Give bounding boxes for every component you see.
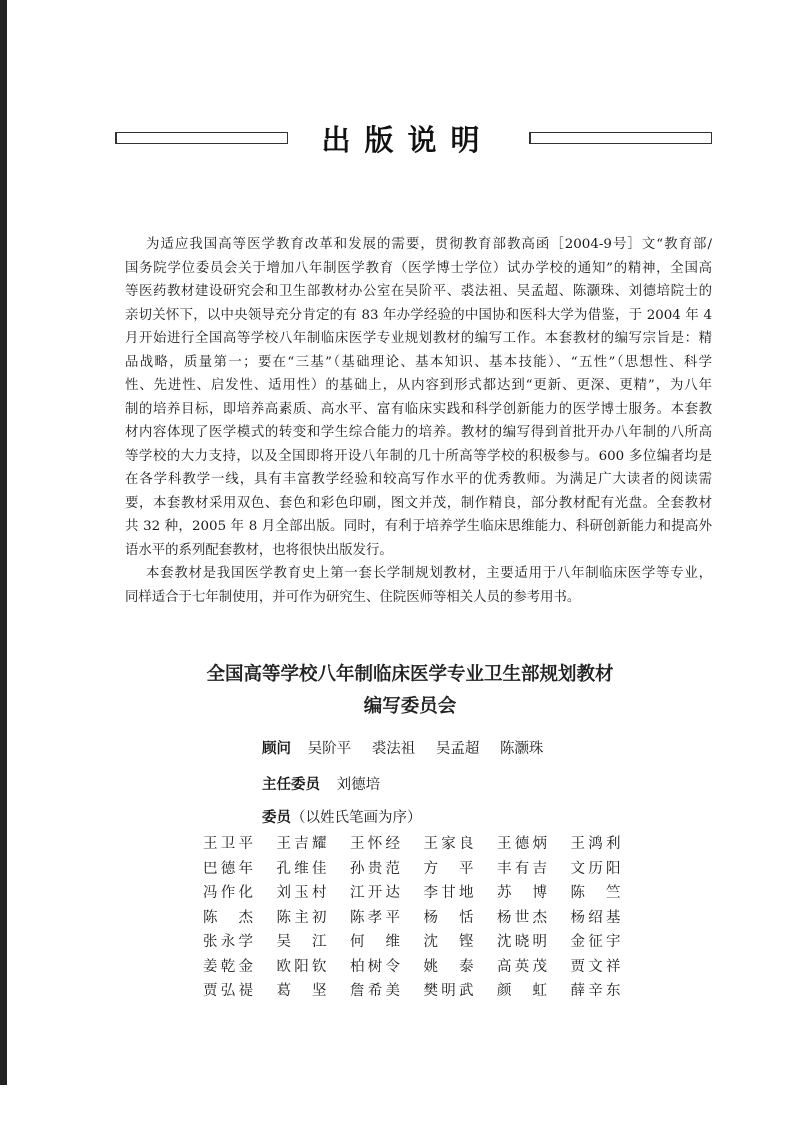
member-name: 江开达 (350, 885, 400, 901)
member-name: 陈杰 (203, 909, 253, 926)
member-name: 张永学 (203, 934, 253, 950)
scan-edge (0, 0, 7, 1085)
text-line: 本套教材是我国医学教育史上第一套长学制规划教材，主要适用于八年制临床医学等专业， (146, 566, 712, 581)
advisor-name: 裘法祖 (371, 741, 416, 757)
members-row (203, 881, 644, 906)
member-name: 王吉耀 (276, 836, 327, 852)
director-name: 刘德培 (336, 777, 381, 793)
members-row (203, 979, 644, 1004)
member-name: 文历阳 (570, 860, 621, 877)
member-name: 沈晓明 (497, 934, 547, 950)
text-line: 国务院学位委员会关于增加八年制医学教育（医学博士学位）试办学校的通知”的精神，全国高 (125, 260, 712, 276)
member-name: 杨恬 (423, 909, 474, 926)
members-row (203, 906, 644, 931)
title-banner (115, 122, 712, 156)
member-name: 冯作化 (203, 885, 253, 901)
member-name: 沈铿 (423, 934, 474, 950)
member-name: 欧阳钦 (276, 958, 327, 975)
member-name: 薛辛东 (570, 983, 621, 999)
advisor-name: 陈灏珠 (499, 741, 544, 757)
text-line: 为适应我国高等医学教育改革和发展的需要，贯彻教育部教高函［2004-9号］文“教育部/ (146, 237, 712, 252)
member-name: 王德炳 (497, 836, 547, 852)
member-name: 王怀经 (350, 836, 400, 852)
member-name: 巴德年 (203, 860, 253, 877)
members-row (203, 857, 644, 882)
text-line: 等学校的大力支持，以及全国即将开设八年制的几十所高等学校的积极参与。600 多位编者均是 (125, 448, 712, 464)
member-name: 高英茂 (497, 958, 547, 975)
member-name: 刘玉村 (276, 885, 327, 901)
member-name: 詹希美 (350, 983, 400, 999)
publication-notes (125, 233, 712, 609)
member-name: 姚泰 (423, 958, 474, 975)
text-line: 同样适合于七年制使用，并可作为研究生、住院医师等相关人员的参考用书。 (125, 589, 581, 605)
members-heading (262, 806, 422, 827)
member-name: 葛坚 (276, 983, 327, 999)
text-line: 月开始进行全国高等学校八年制临床医学专业规划教材的编写工作。本套教材的编写宗旨是：精 (125, 331, 712, 346)
member-name: 姜乾金 (203, 958, 253, 975)
committee-subtitle: 编写委员会 (363, 696, 457, 717)
member-name: 方平 (423, 860, 474, 877)
member-name: 贾弘禔 (203, 983, 253, 999)
member-name: 丰有吉 (497, 860, 547, 877)
text-line: 制的培养目标，即培养高素质、高水平、富有临床实践和科学创新能力的医学博士服务。本套教 (125, 401, 712, 417)
member-name: 柏树令 (350, 958, 400, 975)
member-name: 陈主初 (276, 909, 327, 926)
member-name: 何维 (350, 934, 400, 950)
member-name: 李甘地 (423, 885, 474, 901)
member-name: 杨世杰 (497, 909, 547, 926)
member-name: 王鸿利 (570, 836, 621, 852)
text-line: 要，本套教材采用双色、套色和彩色印刷，图文并茂，制作精良，部分教材配有光盘。全套教材 (125, 495, 712, 511)
page-title: 出版说明 (321, 123, 494, 157)
members-row (203, 832, 644, 857)
text-line: 语水平的系列配套教材，也将很快出版发行。 (125, 542, 393, 558)
member-name: 贾文祥 (570, 958, 621, 975)
member-name: 樊明武 (423, 983, 474, 999)
text-line: 品战略，质量第一；要在“三基”（基础理论、基本知识、基本技能）、“五性”（思想性、科学 (125, 354, 712, 370)
text-line: 在各学科教学一线，具有丰富教学经验和较高写作水平的优秀教师。为满足广大读者的阅读需 (125, 472, 712, 487)
advisor-name: 吴孟超 (435, 741, 480, 757)
director-label: 主任委员 (262, 777, 320, 793)
members-row (203, 955, 644, 980)
member-name: 孙贵范 (350, 860, 400, 877)
text-line: 材内容体现了医学模式的转变和学生综合能力的培养。教材的编写得到首批开办八年制的八所高 (125, 425, 712, 440)
member-name: 苏博 (497, 885, 547, 901)
member-name: 金征宇 (570, 934, 621, 950)
members-note: （以姓氏笔画为序） (291, 810, 422, 826)
member-name: 王家良 (423, 836, 474, 852)
text-line: 共 32 种，2005 年 8 月全部出版。同时，有利于培养学生临床思维能力、科研创新能力和提高外 (125, 519, 712, 534)
member-name: 孔维佳 (276, 860, 327, 877)
banner-rule-left (115, 132, 288, 144)
members-row (203, 930, 644, 955)
member-name: 吴江 (276, 934, 327, 950)
text-line: 亲切关怀下，以中央领导充分肯定的有 83 年办学经验的中国协和医科大学为借鉴，于 2004 年 4 (125, 307, 712, 323)
text-line: 等医药教材建设研究会和卫生部教材办公室在吴阶平、裘法祖、吴孟超、陈灏珠、刘德培院士的 (125, 284, 712, 299)
member-name: 陈孝平 (350, 909, 400, 926)
members-grid (203, 832, 644, 1004)
member-name: 陈竺 (570, 885, 621, 901)
member-name: 颜虹 (497, 983, 547, 999)
text-line: 性、先进性、启发性、适用性）的基础上，从内容到形式都达到“更新、更深、更精”，为八年 (125, 378, 712, 393)
member-name: 王卫平 (203, 836, 253, 852)
advisors-label: 顾问 (262, 741, 291, 757)
committee-title: 全国高等学校八年制临床医学专业卫生部规划教材 (206, 664, 614, 685)
advisors-row (262, 737, 559, 758)
member-name: 杨绍基 (570, 909, 621, 926)
members-label: 委员 (262, 810, 291, 826)
banner-rule-right (529, 132, 712, 144)
director-row (262, 773, 396, 794)
advisor-name: 吴阶平 (307, 741, 352, 757)
